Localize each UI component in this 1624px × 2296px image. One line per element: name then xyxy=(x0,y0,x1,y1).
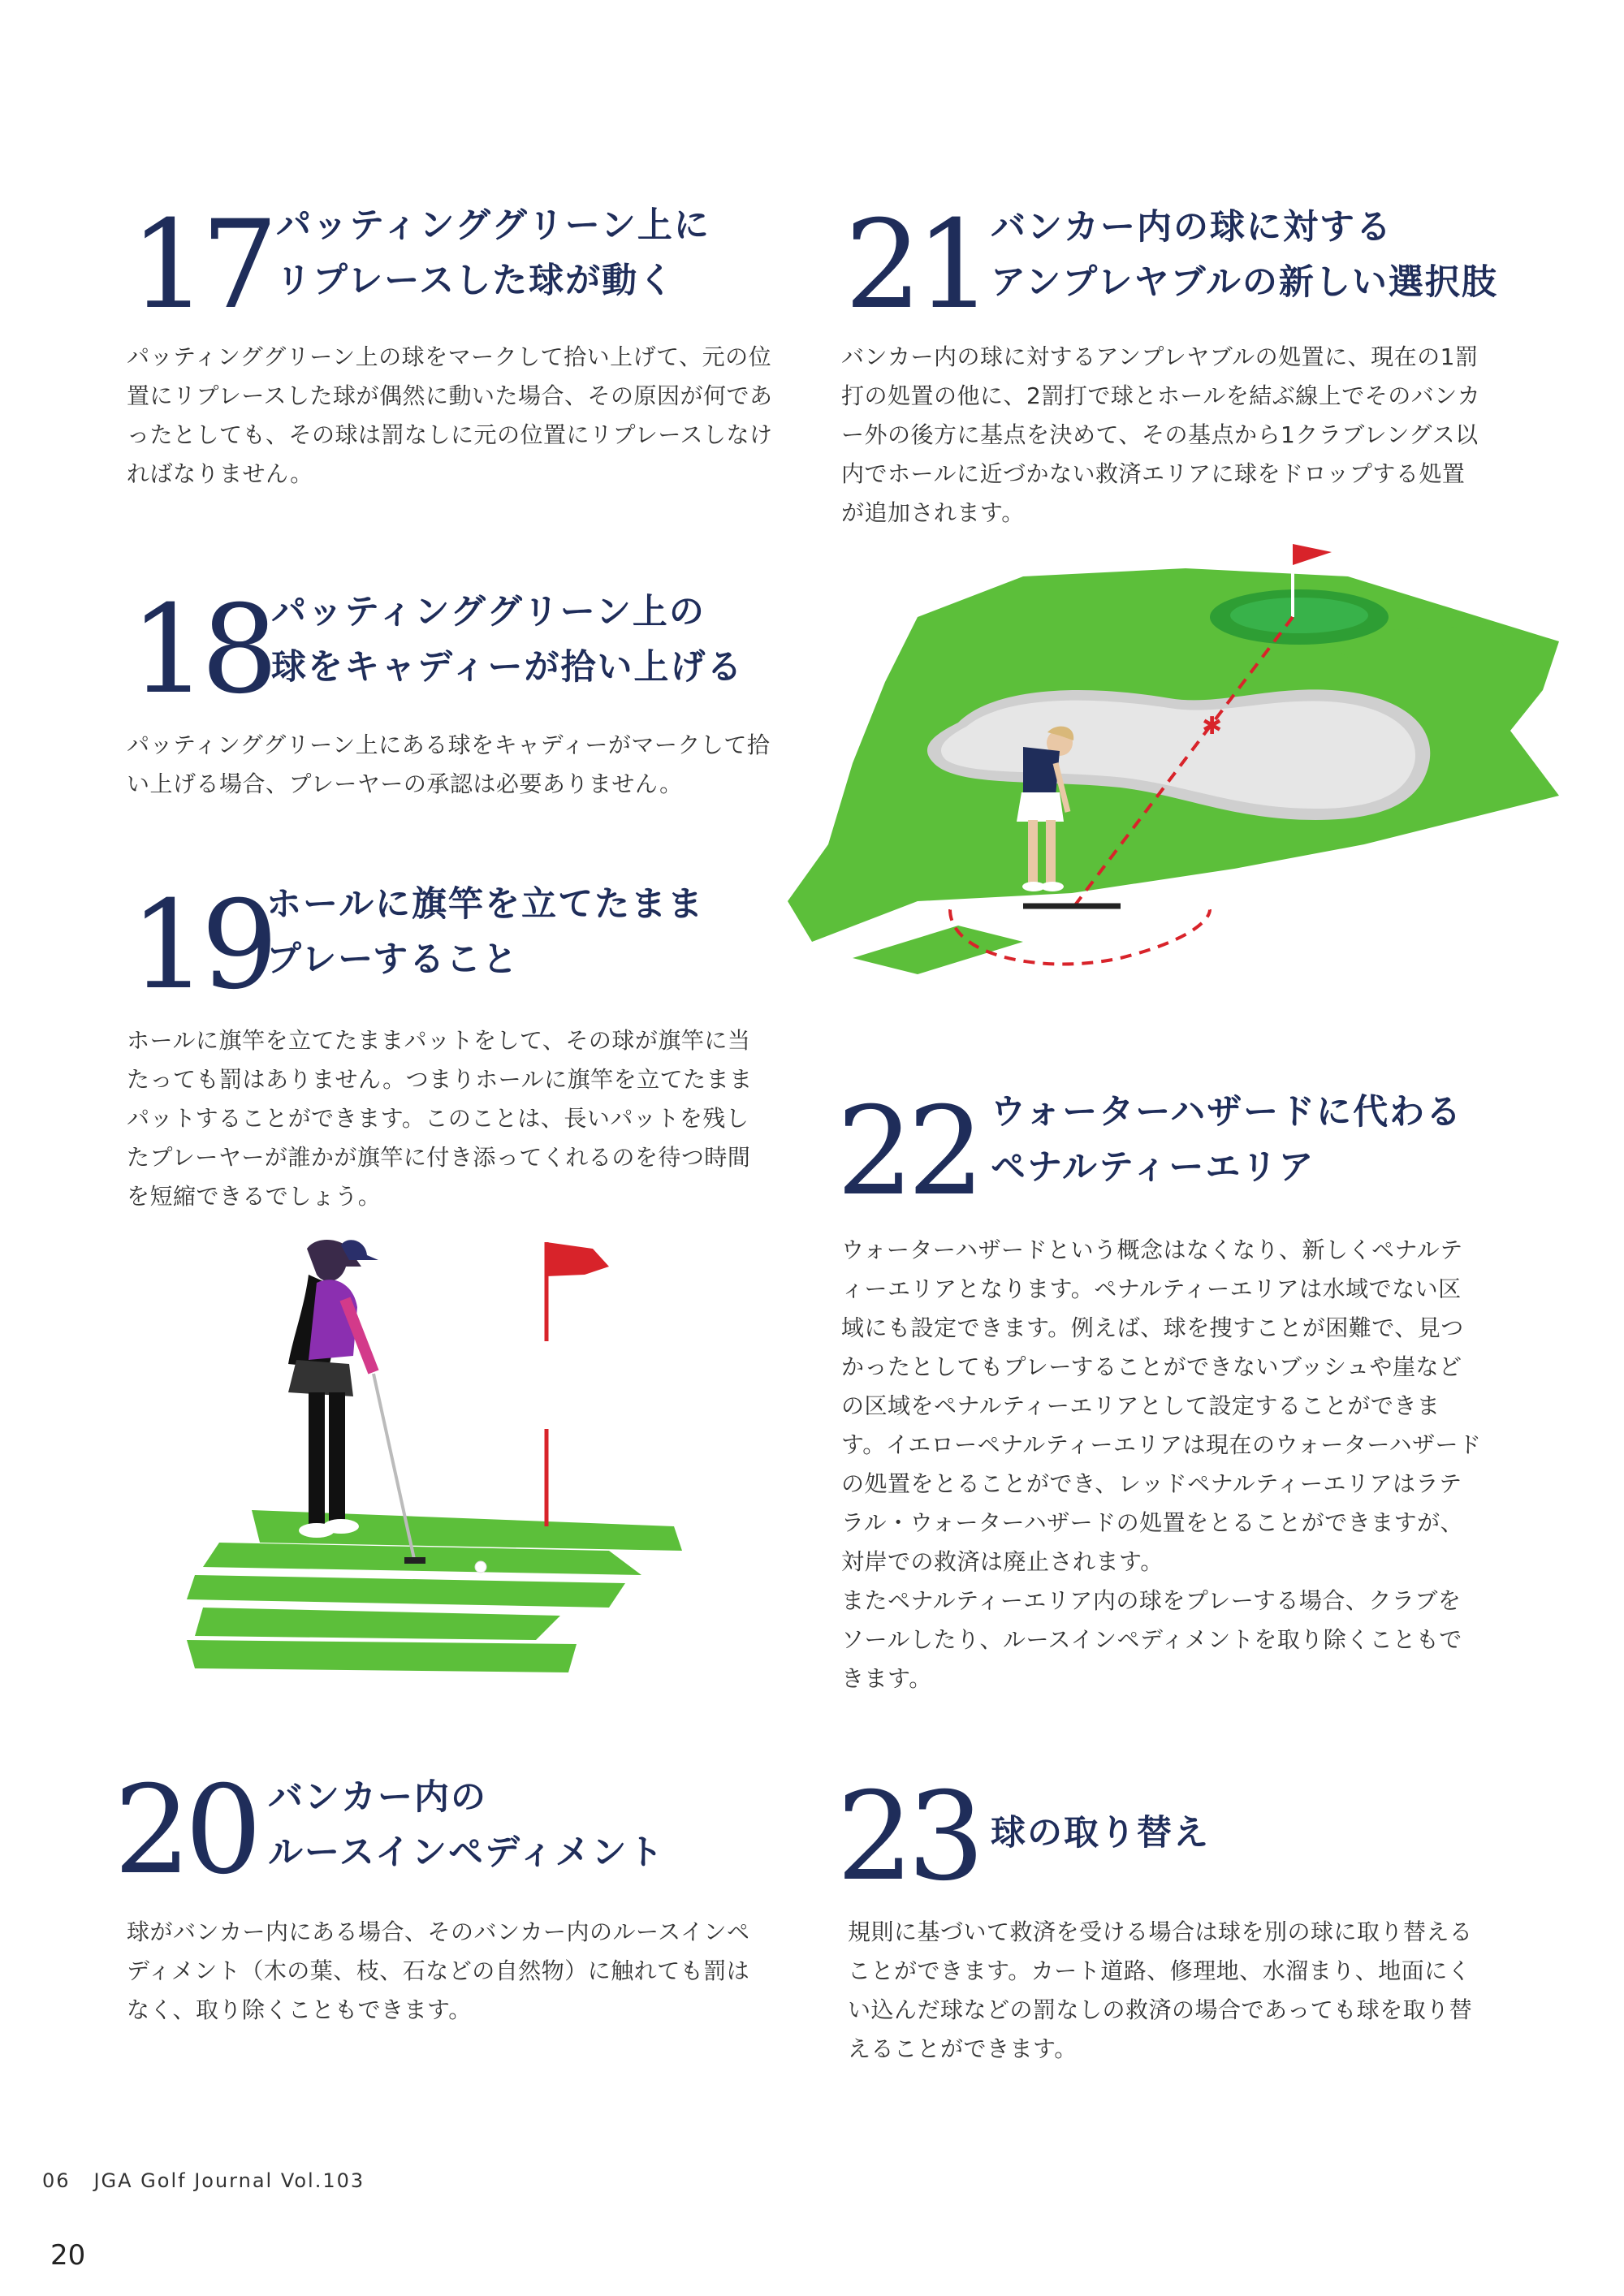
golf-ball-icon xyxy=(475,1561,486,1573)
flag-icon xyxy=(546,1242,609,1526)
rule-18 xyxy=(127,580,780,828)
rule-number: 20 xyxy=(114,1760,256,1901)
putting-illustration xyxy=(187,1218,715,1672)
bunker-drop-illustration xyxy=(780,520,1575,1007)
putting-green xyxy=(1210,589,1389,645)
rule-title: バンカー内の球に対する アンプレヤブルの新しい選択肢 xyxy=(991,207,1498,303)
rule-19 xyxy=(127,875,780,1234)
rule-title: 球の取り替え xyxy=(991,1813,1210,1854)
rule-number: 19 xyxy=(130,875,272,1016)
rule-22 xyxy=(836,1080,1510,1713)
rule-number: 21 xyxy=(844,195,987,336)
rule-body: パッティンググリーン上の球をマークして拾い上げて、元の位置にリプレースした球が偶然に動いた場合、その原因が何であったとしても、その球は罰なしに元の位置にリプレースしなければなりません。 xyxy=(127,343,773,487)
rule-number: 18 xyxy=(130,580,272,721)
rule-body: 規則に基づいて救済を受ける場合は球を別の球に取り替えることができます。カート道路、修理地、水溜まり、地面にくい込んだ球などの罰なしの救済の場合であっても球を取り替えることができます。 xyxy=(848,1918,1473,2062)
svg-text:✱: ✱ xyxy=(1202,712,1223,740)
rule-number: 23 xyxy=(836,1767,978,1908)
footer-journal: 06 JGA Golf Journal Vol.103 xyxy=(42,2169,365,2192)
rule-title: バンカー内の ルースインペディメント xyxy=(268,1777,665,1873)
rule-number: 22 xyxy=(836,1081,978,1223)
rule-body: ホールに旗竿を立てたままパットをして、その球が旗竿に当たっても罰はありません。つまりホールに旗竿を立てたままパットすることができます。このことは、長いパットを残したプレーヤーが誰かが旗竿に付き添ってくれるのを待つ時間を短縮できるでしょう。 xyxy=(127,1027,753,1210)
green-stripes xyxy=(187,1510,682,1672)
rule-body: バンカー内の球に対するアンプレヤブルの処置に、現在の1罰打の処置の他に、2罰打で球とホールを結ぶ線上でそのバンカー外の後方に基点を決めて、その基点から1クラブレングス以内でホールに近づかない救済エリアに球をドロップする処置が追加されます。 xyxy=(841,343,1481,526)
rule-title: ホールに旗竿を立てたまま プレーすること xyxy=(266,884,705,980)
rule-title: パッティンググリーン上に リプレースした球が動く xyxy=(276,205,710,301)
rule-body: パッティンググリーン上にある球をキャディーがマークして拾い上げる場合、プレーヤーの承認は必要ありません。 xyxy=(127,732,771,797)
rule-body: ウォーターハザードという概念はなくなり、新しくペナルティーエリアとなります。ペナルティーエリアは水域でない区域にも設定できます。例えば、球を捜すことが困難で、見つかったとしてもプレーすることができないブッシュや崖などの区域をペナルティーエリアとして設定することができます。イエローペナルティーエリアは現在のウォーターハザードの処置をとることができ、レッドペナルティーエリアはラテラル・ウォーターハザードの処置をとることができますが、対岸での救済は廃止されます。 またペナルティーエリア内の球をプレーする場合、クラブをソールしたり、ルースインペディメントを取り除くこともできます。 xyxy=(841,1236,1482,1692)
rule-17 xyxy=(127,195,780,520)
rule-title: パッティンググリーン上の 球をキャディーが拾い上げる xyxy=(271,592,744,688)
rule-23 xyxy=(836,1767,1510,2062)
rule-20 xyxy=(114,1760,780,2046)
rule-title: ウォーターハザードに代わる ペナルティーエリア xyxy=(991,1092,1463,1188)
rule-number: 17 xyxy=(130,195,272,336)
rule-21 xyxy=(841,195,1510,552)
rule-body: 球がバンカー内にある場合、そのバンカー内のルースインペディメント（木の葉、枝、石などの自然物）に触れても罰はなく、取り除くこともできます。 xyxy=(127,1918,750,2023)
page-number: 20 xyxy=(50,2239,86,2272)
